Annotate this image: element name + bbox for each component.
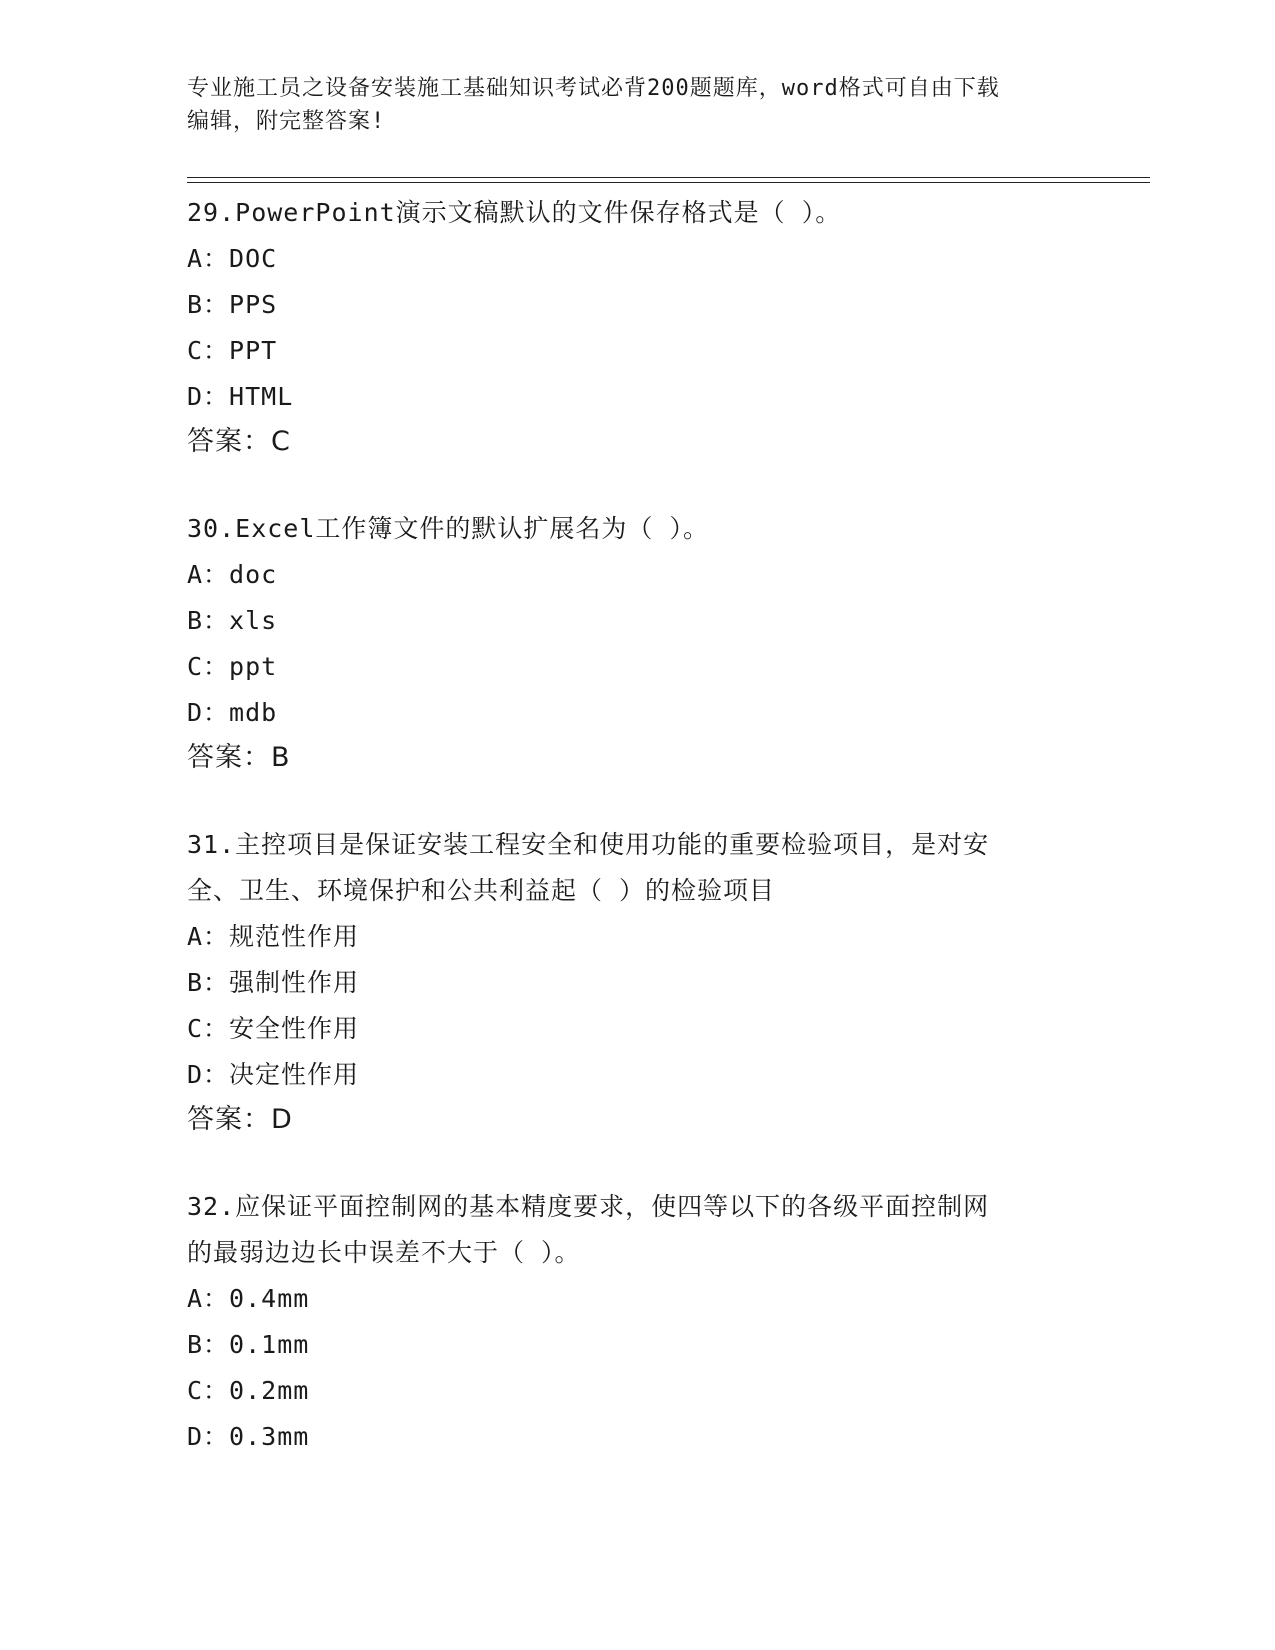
question-stem: 32.应保证平面控制网的基本精度要求，使四等以下的各级平面控制网 (187, 1192, 990, 1221)
option-b: B：强制性作用 (187, 968, 360, 997)
option-b: B：0.1mm (187, 1330, 310, 1359)
answer: 答案：C (187, 426, 291, 457)
option-c: C：0.2mm (187, 1376, 310, 1405)
option-a: A：规范性作用 (187, 922, 360, 951)
question-stem: 30.Excel工作簿文件的默认扩展名为（ ）。 (187, 514, 709, 543)
answer: 答案：D (187, 1104, 293, 1135)
question-31 (187, 822, 1067, 1142)
option-d: D：0.3mm (187, 1422, 310, 1451)
document-header (187, 72, 1067, 138)
option-d: D：HTML (187, 382, 294, 411)
option-a: A：DOC (187, 244, 278, 273)
question-stem: 29.PowerPoint演示文稿默认的文件保存格式是（ ）。 (187, 198, 842, 227)
header-divider-bottom (187, 182, 1150, 183)
header-divider-top (187, 177, 1150, 178)
question-30 (187, 506, 1067, 780)
header-line-2: 编辑，附完整答案! (187, 109, 386, 134)
question-stem: 31.主控项目是保证安装工程安全和使用功能的重要检验项目，是对安 (187, 830, 990, 859)
option-c: C：ppt (187, 652, 278, 681)
option-b: B：xls (187, 606, 278, 635)
spacer (187, 780, 1067, 822)
option-c: C：安全性作用 (187, 1014, 360, 1043)
option-b: B：PPS (187, 290, 278, 319)
header-line-1: 专业施工员之设备安装施工基础知识考试必背200题题库，word格式可自由下载 (187, 76, 1000, 101)
option-d: D：mdb (187, 698, 278, 727)
spacer (187, 464, 1067, 506)
question-stem-continued: 的最弱边边长中误差不大于（ ）。 (187, 1238, 581, 1267)
option-a: A：0.4mm (187, 1284, 310, 1313)
answer: 答案：B (187, 742, 291, 773)
question-32 (187, 1184, 1067, 1460)
question-stem-continued: 全、卫生、环境保护和公共利益起（ ）的检验项目 (187, 876, 776, 905)
spacer (187, 1142, 1067, 1184)
question-list (187, 190, 1067, 1460)
option-a: A：doc (187, 560, 278, 589)
option-c: C：PPT (187, 336, 278, 365)
option-d: D：决定性作用 (187, 1060, 360, 1089)
question-29 (187, 190, 1067, 464)
